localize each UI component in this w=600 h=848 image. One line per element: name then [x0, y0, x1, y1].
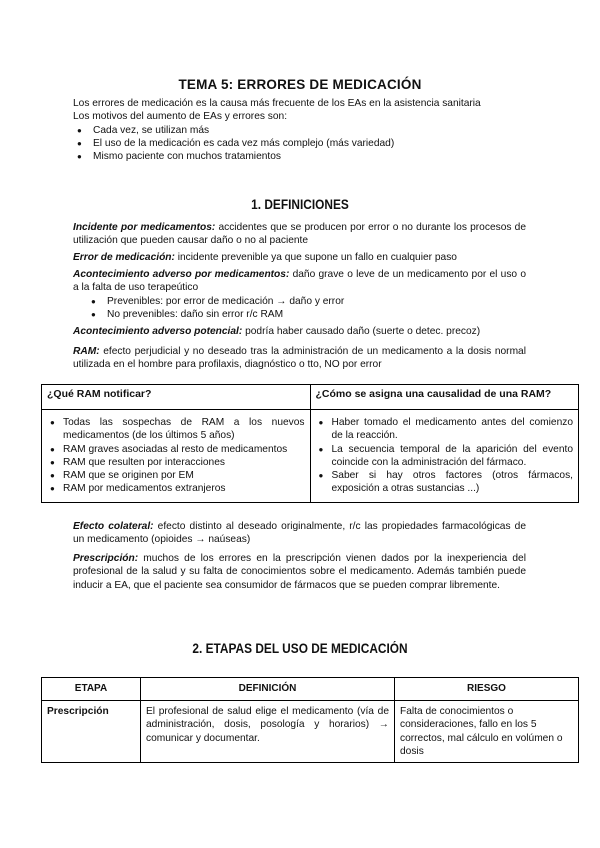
ram-cell-right	[310, 410, 579, 503]
text-potencial: podría haber causado daño (suerte o detec. precoz)	[242, 326, 481, 337]
intro-list	[73, 124, 526, 164]
acontecimiento-list	[73, 295, 526, 322]
riesgo-cell: Falta de conocimientos o consideraciones, fallo en los 5 correctos, mal cálculo en volúmen o dosis	[395, 701, 579, 763]
etapas-header-etapa: ETAPA	[42, 678, 141, 701]
list-item: ● Haber tomado el medicamento antes del comienzo de la reacción.	[316, 416, 574, 443]
list-item: ● Prevenibles: por error de medicación → daño y error	[73, 295, 526, 308]
definition-potencial	[73, 325, 526, 338]
ram-left-list	[47, 416, 305, 496]
list-item: ● No prevenibles: daño sin error r/c RAM	[73, 308, 526, 321]
list-item: ● Mismo paciente con muchos tratamientos	[73, 150, 526, 163]
page-title: TEMA 5: ERRORES DE MEDICACIÓN	[178, 77, 422, 92]
list-item: ● Cada vez, se utilizan más	[73, 124, 526, 137]
term-acontecimiento: Acontecimiento adverso por medicamentos:	[73, 269, 290, 280]
ram-header-left: ¿Qué RAM notificar?	[42, 385, 311, 410]
text-colateral: efecto distinto al deseado originalmente, r/c las propiedades farmacológicas de un medicamento (opioides → naúseas)	[73, 521, 526, 546]
section-1-title: 1. DEFINICIONES	[251, 197, 349, 212]
etapas-table	[41, 677, 579, 763]
definition-acontecimiento	[73, 268, 526, 321]
ram-right-list	[316, 416, 574, 496]
list-item: ● RAM graves asociadas al resto de medicamentos	[47, 443, 305, 456]
term-colateral: Efecto colateral:	[73, 521, 154, 532]
etapas-header-definicion: DEFINICIÓN	[141, 678, 395, 701]
section-2-title: 2. ETAPAS DEL USO DE MEDICACIÓN	[192, 641, 408, 656]
text-ram: efecto perjudicial y no deseado tras la administración de un medicamento a la dosis normal utilizada en el hombre para profilaxis, diagnóstico o tto, NO por error	[73, 346, 526, 371]
term-potencial: Acontecimiento adverso potencial:	[73, 326, 243, 337]
list-item: ● El uso de la medicación es cada vez más complejo (más variedad)	[73, 137, 526, 150]
intro-block	[73, 97, 526, 163]
definition-prescripcion	[73, 552, 526, 592]
term-error: Error de medicación:	[73, 252, 175, 263]
definicion-cell: El profesional de salud elige el medicamento (vía de administración, dosis, posología y horarios) → comunicar y documentar.	[141, 701, 395, 763]
list-item: ● Todas las sospechas de RAM a los nuevos medicamentos (de los últimos 5 años)	[47, 416, 305, 443]
ram-table	[41, 384, 579, 503]
definition-incidente	[73, 221, 526, 248]
term-prescripcion: Prescripción:	[73, 553, 139, 564]
definition-error	[73, 251, 526, 264]
list-item: ● La secuencia temporal de la aparición del evento coincide con la administración del fármaco.	[316, 443, 574, 470]
definition-colateral	[73, 520, 526, 547]
text-error: incidente prevenible ya que supone un fallo en cualquier paso	[174, 252, 457, 263]
list-item: ● RAM que resulten por interacciones	[47, 456, 305, 469]
intro-line-2: Los motivos del aumento de EAs y errores son:	[73, 111, 288, 123]
list-item: ● Saber si hay otros factores (otros fármacos, exposición a otras sustancias ...)	[316, 469, 574, 496]
table-row	[42, 701, 579, 763]
intro-line-1: Los errores de medicación es la causa más frecuente de los EAs en la asistencia sanitaria	[73, 98, 481, 109]
text-prescripcion: muchos de los errores en la prescripción vienen dados por la inexperiencia del profesional de la salud y su falta de conocimientos sobre el medicamento. Además también puede inducir a EA, que el paciente sea consumidor de fármacos que se pueden comprar libremente.	[73, 553, 526, 591]
text-acontecimiento: daño grave o leve de un medicamento por el uso o a la falta de uso terapeútico	[73, 269, 526, 294]
list-item: ● RAM que se originen por EM	[47, 469, 305, 482]
ram-header-right: ¿Cómo se asigna una causalidad de una RAM?	[310, 385, 579, 410]
text-incidente: accidentes que se producen por error o no durante los procesos de utilización que pueden causar daño o no al paciente	[73, 222, 526, 247]
ram-cell-left	[42, 410, 311, 503]
term-incidente: Incidente por medicamentos:	[73, 222, 216, 233]
list-item: ● RAM por medicamentos extranjeros	[47, 482, 305, 495]
etapa-cell: Prescripción	[42, 701, 141, 763]
term-ram: RAM:	[73, 346, 100, 357]
etapas-header-riesgo: RIESGO	[395, 678, 579, 701]
definition-ram	[73, 345, 526, 372]
